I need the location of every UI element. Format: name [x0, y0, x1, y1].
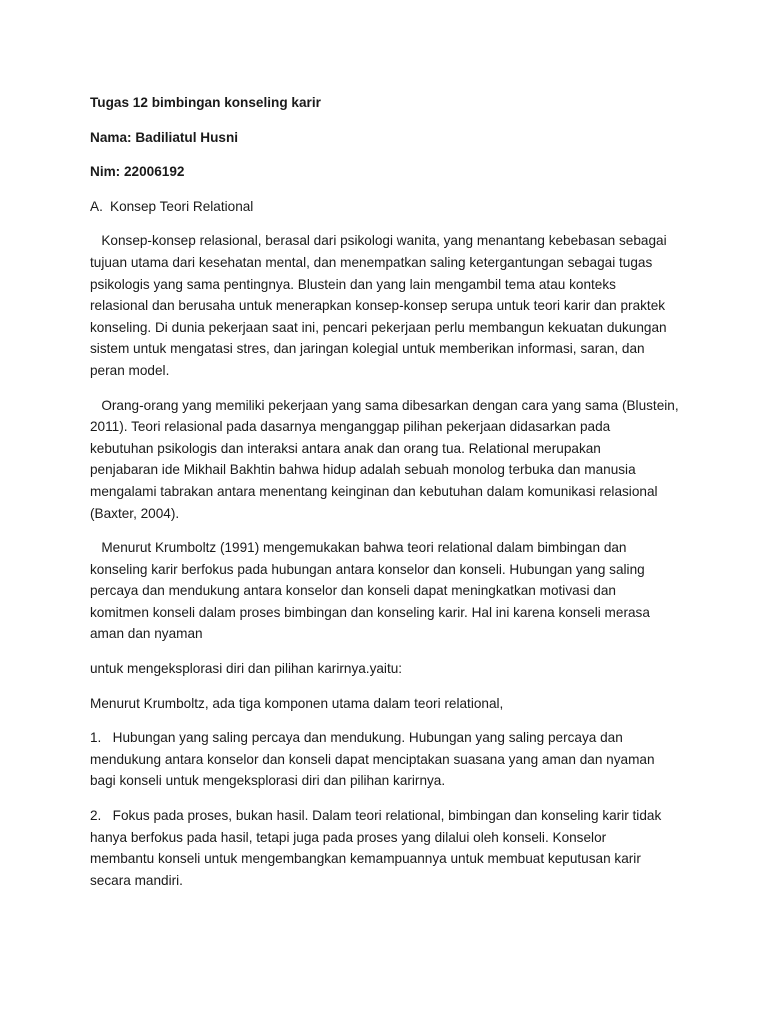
document-title: Tugas 12 bimbingan konseling karir: [90, 95, 321, 110]
list-item-line: 2. Fokus pada proses, bukan hasil. Dalam teori relational, bimbingan dan konseling karir tidak: [90, 808, 662, 824]
paragraph-line: sistem untuk mengatasi stres, dan jaringan kolegial untuk memberikan informasi, saran, dan: [90, 341, 645, 357]
paragraph-5: [90, 693, 680, 715]
list-item-1: [90, 727, 680, 792]
paragraph-line: komitmen konseli dalam proses bimbingan dan konseling karir. Hal ini karena konseli merasa: [90, 604, 650, 620]
paragraph-line: 2011). Teori relasional pada dasarnya menganggap pilihan pekerjaan didasarkan pada: [90, 419, 611, 435]
paragraph-line: Konsep-konsep relasional, berasal dari psikologi wanita, yang menantang kebebasan sebagai: [90, 233, 667, 249]
paragraph-line: penjabaran ide Mikhail Bakhtin bahwa hidup adalah sebuah monolog terbuka dan manusia: [90, 462, 636, 478]
list-item-line: mendukung antara konselor dan konseli dapat menciptakan suasana yang aman dan nyaman: [90, 751, 655, 767]
paragraph-line: konseling. Di dunia pekerjaan saat ini, pencari pekerjaan perlu membangun kekuatan dukungan: [90, 319, 667, 335]
student-name: Nama: Badiliatul Husni: [90, 129, 239, 145]
list-item-line: membantu konseli untuk mengembangkan kemampuannya untuk membuat keputusan karir: [90, 851, 641, 867]
paragraph-line: aman dan nyaman: [90, 626, 203, 642]
paragraph-line: untuk mengeksplorasi diri dan pilihan karirnya.yaitu:: [90, 661, 403, 677]
paragraph-line: peran model.: [90, 362, 170, 378]
list-item-2: [90, 805, 680, 891]
paragraph-line: Menurut Krumboltz, ada tiga komponen utama dalam teori relational,: [90, 695, 504, 711]
paragraph-line: kebutuhan psikologis dan interaksi antara anak dan orang tua. Relational merupakan: [90, 440, 601, 456]
paragraph-line: konseling karir berfokus pada hubungan antara konselor dan konseli. Hubungan yang saling: [90, 561, 645, 577]
section-a-heading: [90, 196, 680, 218]
paragraph-line: (Baxter, 2004).: [90, 505, 180, 521]
paragraph-line: Menurut Krumboltz (1991) mengemukakan bahwa teori relational dalam bimbingan dan: [90, 540, 627, 556]
paragraph-line: percaya dan mendukung antara konselor dan konseli dapat meningkatkan motivasi dan: [90, 583, 616, 599]
list-item-line: bagi konseli untuk mengeksplorasi diri dan pilihan karirnya.: [90, 773, 446, 789]
list-item-line: 1. Hubungan yang saling percaya dan mendukung. Hubungan yang saling percaya dan: [90, 730, 623, 746]
paragraph-4: [90, 658, 680, 680]
section-a-title: Konsep Teori Relational: [110, 198, 254, 214]
paragraph-2: [90, 395, 680, 525]
student-nim: Nim: 22006192: [90, 164, 185, 180]
paragraph-line: relasional dan berusaha untuk menerapkan konsep-konsep serupa untuk teori karir dan praktek: [90, 298, 666, 314]
section-a-number: A.: [90, 198, 103, 214]
list-item-line: secara mandiri.: [90, 872, 183, 888]
paragraph-line: tujuan utama dari kesehatan mental, dan menempatkan saling ketergantungan sebagai tugas: [90, 254, 653, 270]
paragraph-line: psikologis yang sama pentingnya. Blustein dan yang lain mengambil tema atau konteks: [90, 276, 616, 292]
paragraph-3: [90, 537, 680, 645]
document-body: [90, 92, 680, 904]
paragraph-line: Orang-orang yang memiliki pekerjaan yang sama dibesarkan dengan cara yang sama (Blustein,: [90, 397, 679, 413]
list-item-line: hanya berfokus pada hasil, tetapi juga pada proses yang dilalui oleh konseli. Konselor: [90, 829, 607, 845]
paragraph-line: mengalami tabrakan antara menentang keinginan dan kebutuhan dalam komunikasi relasional: [90, 483, 658, 499]
paragraph-1: [90, 230, 680, 381]
